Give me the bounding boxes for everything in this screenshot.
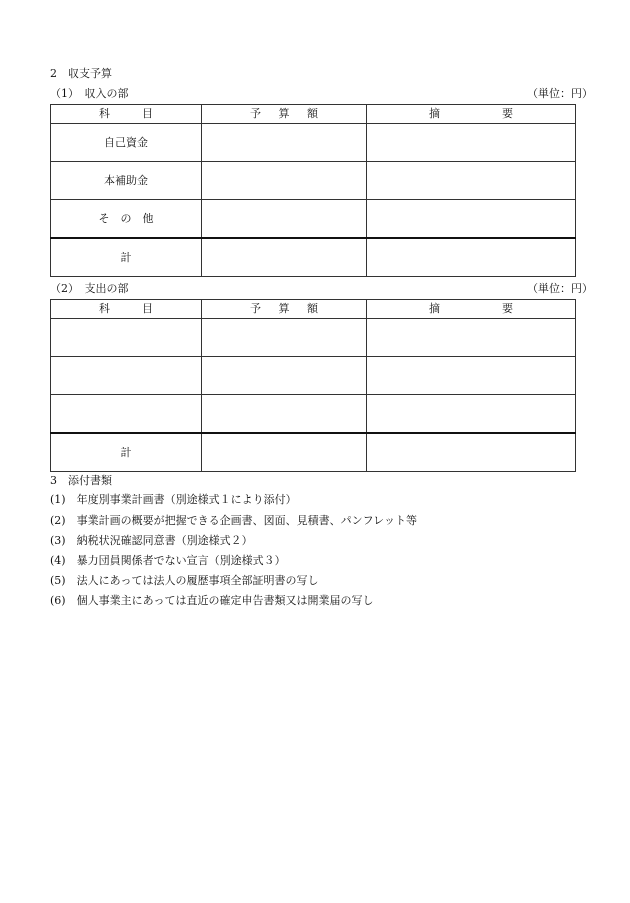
expense-cell-summary[interactable] [367,395,576,434]
expense-cell-subject[interactable] [51,395,202,434]
expense-cell-summary[interactable] [367,319,576,357]
income-total-row [51,238,576,277]
expense-cell-budget[interactable] [202,357,367,395]
attachment-item: (3) 納税状況確認同意書（別途様式２） [50,534,253,547]
income-row-own-funds [51,124,576,162]
income-cell-budget[interactable] [202,124,367,162]
income-cell-summary[interactable] [367,162,576,200]
expense-row [51,319,576,357]
expense-header-row [51,300,576,319]
expense-table [50,299,576,472]
expense-total-label: 計 [51,433,202,472]
income-row-subsidy [51,162,576,200]
attachment-item: (6) 個人事業主にあっては直近の確定申告書類又は開業届の写し [50,594,374,607]
expense-cell-subject[interactable] [51,319,202,357]
income-total-budget[interactable] [202,238,367,277]
expense-row [51,357,576,395]
income-cell-budget[interactable] [202,200,367,239]
expense-header-subject: 科 目 [51,300,202,319]
income-cell-summary[interactable] [367,200,576,239]
income-cell-budget[interactable] [202,162,367,200]
expense-caption: （2） 支出の部 [50,282,129,295]
income-total-summary[interactable] [367,238,576,277]
income-row-other [51,200,576,239]
expense-cell-summary[interactable] [367,357,576,395]
income-cell-subject: そ の 他 [51,200,202,239]
expense-total-summary[interactable] [367,433,576,472]
expense-header-budget: 予 算 額 [202,300,367,319]
expense-total-row [51,433,576,472]
income-header-row [51,105,576,124]
income-header-subject: 科 目 [51,105,202,124]
income-caption: （1） 収入の部 [50,87,129,100]
attachment-item: (1) 年度別事業計画書（別途様式１により添付） [50,493,297,506]
income-header-summary: 摘 要 [367,105,576,124]
attachment-item: (4) 暴力団員関係者でない宣言（別途様式３） [50,554,286,567]
section-heading-attachments: 3 添付書類 [50,474,112,487]
expense-cell-subject[interactable] [51,357,202,395]
income-total-label: 計 [51,238,202,277]
expense-unit-label: （単位：円） [527,282,593,295]
income-table [50,104,576,277]
income-unit-label: （単位：円） [527,87,593,100]
expense-cell-budget[interactable] [202,319,367,357]
income-cell-subject: 本補助金 [51,162,202,200]
section-heading-budget: 2 収支予算 [50,67,112,80]
attachment-item: (2) 事業計画の概要が把握できる企画書、図面、見積書、パンフレット等 [50,514,418,527]
expense-cell-budget[interactable] [202,395,367,434]
income-cell-summary[interactable] [367,124,576,162]
expense-total-budget[interactable] [202,433,367,472]
attachment-item: (5) 法人にあっては法人の履歴事項全部証明書の写し [50,574,319,587]
expense-header-summary: 摘 要 [367,300,576,319]
income-cell-subject: 自己資金 [51,124,202,162]
expense-row [51,395,576,434]
income-header-budget: 予 算 額 [202,105,367,124]
